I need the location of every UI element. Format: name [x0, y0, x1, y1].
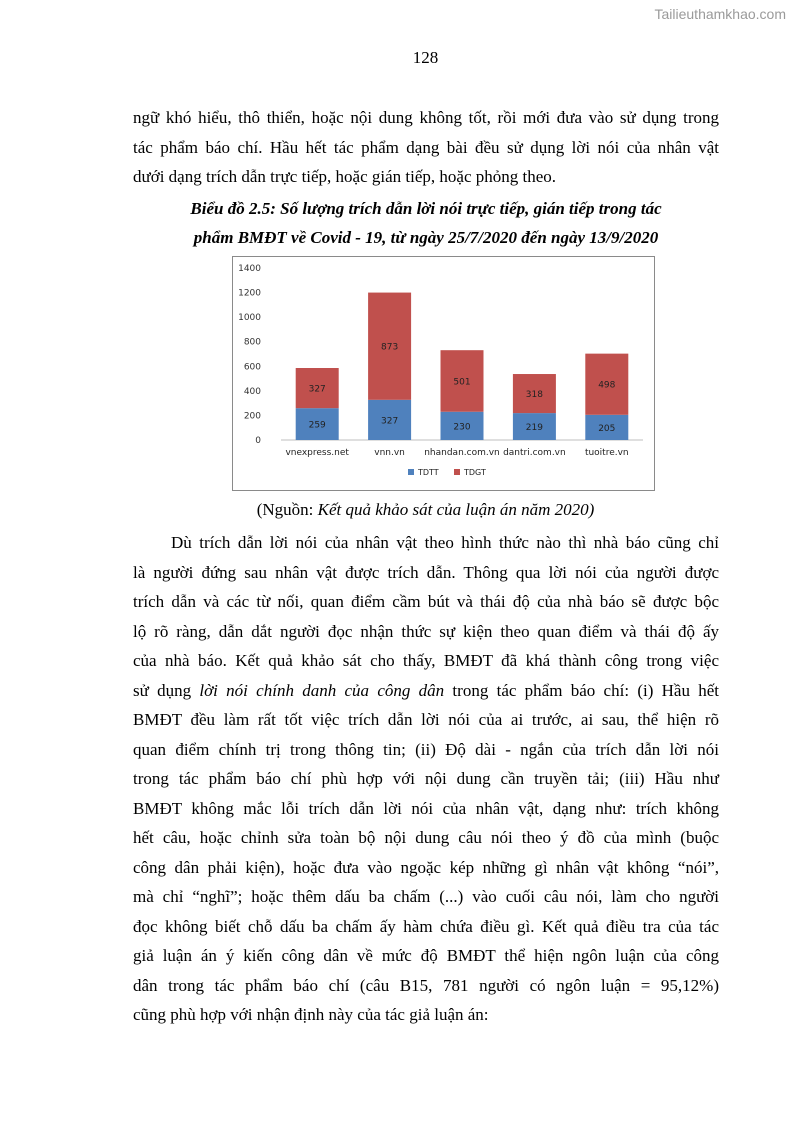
y-tick-label: 1000 [238, 313, 261, 324]
text-line: trong tác phẩm báo chí phù hợp với nội dung cần truyền tải; (iii) Hầu như [133, 769, 719, 788]
text-line [133, 676, 719, 706]
stacked-bar-chart [233, 257, 656, 492]
source-prefix: (Nguồn: [256, 500, 318, 519]
text-line: mà chỉ “nghĩ”; hoặc thêm dấu ba chấm (...) vào cuối câu nói, làm cho người [133, 887, 719, 906]
x-tick-label: tuoitre.vn [584, 448, 629, 458]
caption-line-2: phẩm BMĐT về Covid - 19, từ ngày 25/7/2020 đến ngày 13/9/2020 [193, 228, 659, 247]
text-line: giả luận án ý kiến công dân về mức độ BMĐT thể hiện ngôn luận của công [133, 946, 719, 965]
text-line: dưới dạng trích dẫn trực tiếp, hoặc gián tiếp, hoặc phỏng theo. [133, 167, 557, 186]
data-label: 501 [453, 377, 471, 388]
data-label: 327 [381, 416, 399, 427]
text-run: trong tác phẩm báo chí: (i) Hầu hết [444, 680, 719, 700]
text-line: Dù trích dẫn lời nói của nhân vật theo hình thức nào thì nhà báo cũng chỉ [171, 533, 719, 552]
x-tick-label: nhandan.com.vn [424, 448, 500, 458]
y-tick-label: 600 [243, 362, 261, 373]
text-line: trích dẫn và các từ nối, quan điểm cầm bút và thái độ của nhà báo sẽ được bộc [133, 592, 719, 611]
text-line: của nhà báo. Kết quả khảo sát cho thấy, BMĐT đã khá thành công trong việc [133, 651, 719, 670]
data-label: 327 [308, 384, 326, 395]
text-line: BMĐT không mắc lỗi trích dẫn lời nói của nhân vật, dạng như: trích không [133, 798, 719, 818]
source-text: Kết quả khảo sát của luận án năm 2020) [317, 500, 595, 519]
x-tick-label: dantri.com.vn [503, 448, 566, 458]
y-tick-label: 0 [255, 436, 261, 446]
text-line: tác phẩm báo chí. Hầu hết tác phẩm dạng bài đều sử dụng lời nói của nhân vật [133, 137, 719, 157]
data-label: 318 [525, 390, 543, 401]
data-label: 205 [598, 423, 616, 434]
text-line: đọc không biết chỗ dấu ba chấm ấy hàm chứa điều gì. Kết quả điều tra của tác [133, 916, 719, 936]
text-line: cũng phù hợp với nhận định này của tác giả luận án: [133, 1005, 489, 1024]
text-line: ngữ khó hiểu, thô thiển, hoặc nội dung không tốt, rồi mới đưa vào sử dụng trong [133, 108, 719, 127]
legend-label: TDTT [418, 468, 439, 477]
text-run: sử dụng [133, 680, 200, 700]
watermark: Tailieuthamkhao.com [654, 6, 786, 22]
data-label: 498 [598, 380, 616, 391]
data-label: 873 [381, 342, 399, 353]
text-line: lộ rõ ràng, dẫn dắt người đọc nhận thức sự kiện theo quan điểm và thái độ ấy [133, 621, 719, 641]
caption-line-1: Biểu đồ 2.5: Số lượng trích dẫn lời nói trực tiếp, gián tiếp trong tác [190, 199, 662, 218]
paragraph-intro [133, 103, 719, 192]
legend-swatch-tdgt [454, 469, 460, 475]
y-tick-label: 800 [243, 337, 261, 348]
chart-caption [133, 194, 719, 252]
y-tick-label: 400 [243, 386, 261, 397]
legend-label: TDGT [464, 468, 486, 477]
chart-container [232, 256, 655, 491]
paragraph-main [133, 528, 719, 1030]
data-label: 230 [453, 422, 471, 433]
x-tick-label: vnn.vn [374, 448, 405, 458]
y-tick-label: 1400 [238, 264, 261, 274]
page-number: 128 [412, 48, 439, 67]
text-line: dân trong tác phẩm báo chí (câu B15, 781 người có ngôn luận = 95,12%) [133, 975, 719, 995]
legend-swatch-tdtt [408, 469, 414, 475]
y-tick-label: 1200 [238, 288, 261, 299]
text-line: là người đứng sau nhân vật được trích dẫn. Thông qua lời nói của người được [133, 562, 719, 582]
text-line: quan điểm chính trị trong thông tin; (ii) Độ dài - ngắn của trích dẫn lời nói [133, 739, 719, 759]
y-tick-label: 200 [243, 411, 261, 422]
text-line: hết câu, hoặc chỉnh sửa toàn bộ nội dung câu nói theo ý đồ của mình (buộc [133, 828, 719, 847]
data-label: 219 [525, 423, 543, 434]
chart-source [0, 500, 794, 520]
text-line: BMĐT đều làm rất tốt việc trích dẫn lời nói của ai trước, ai sau, thể hiện rõ [133, 710, 719, 729]
x-tick-label: vnexpress.net [285, 448, 349, 458]
text-line: công dân phải kiện), hoặc đưa vào ngoặc kép những gì nhân vật không “nói”, [133, 857, 719, 877]
italic-phrase: lời nói chính danh của công dân [199, 680, 445, 700]
data-label: 259 [308, 420, 326, 431]
